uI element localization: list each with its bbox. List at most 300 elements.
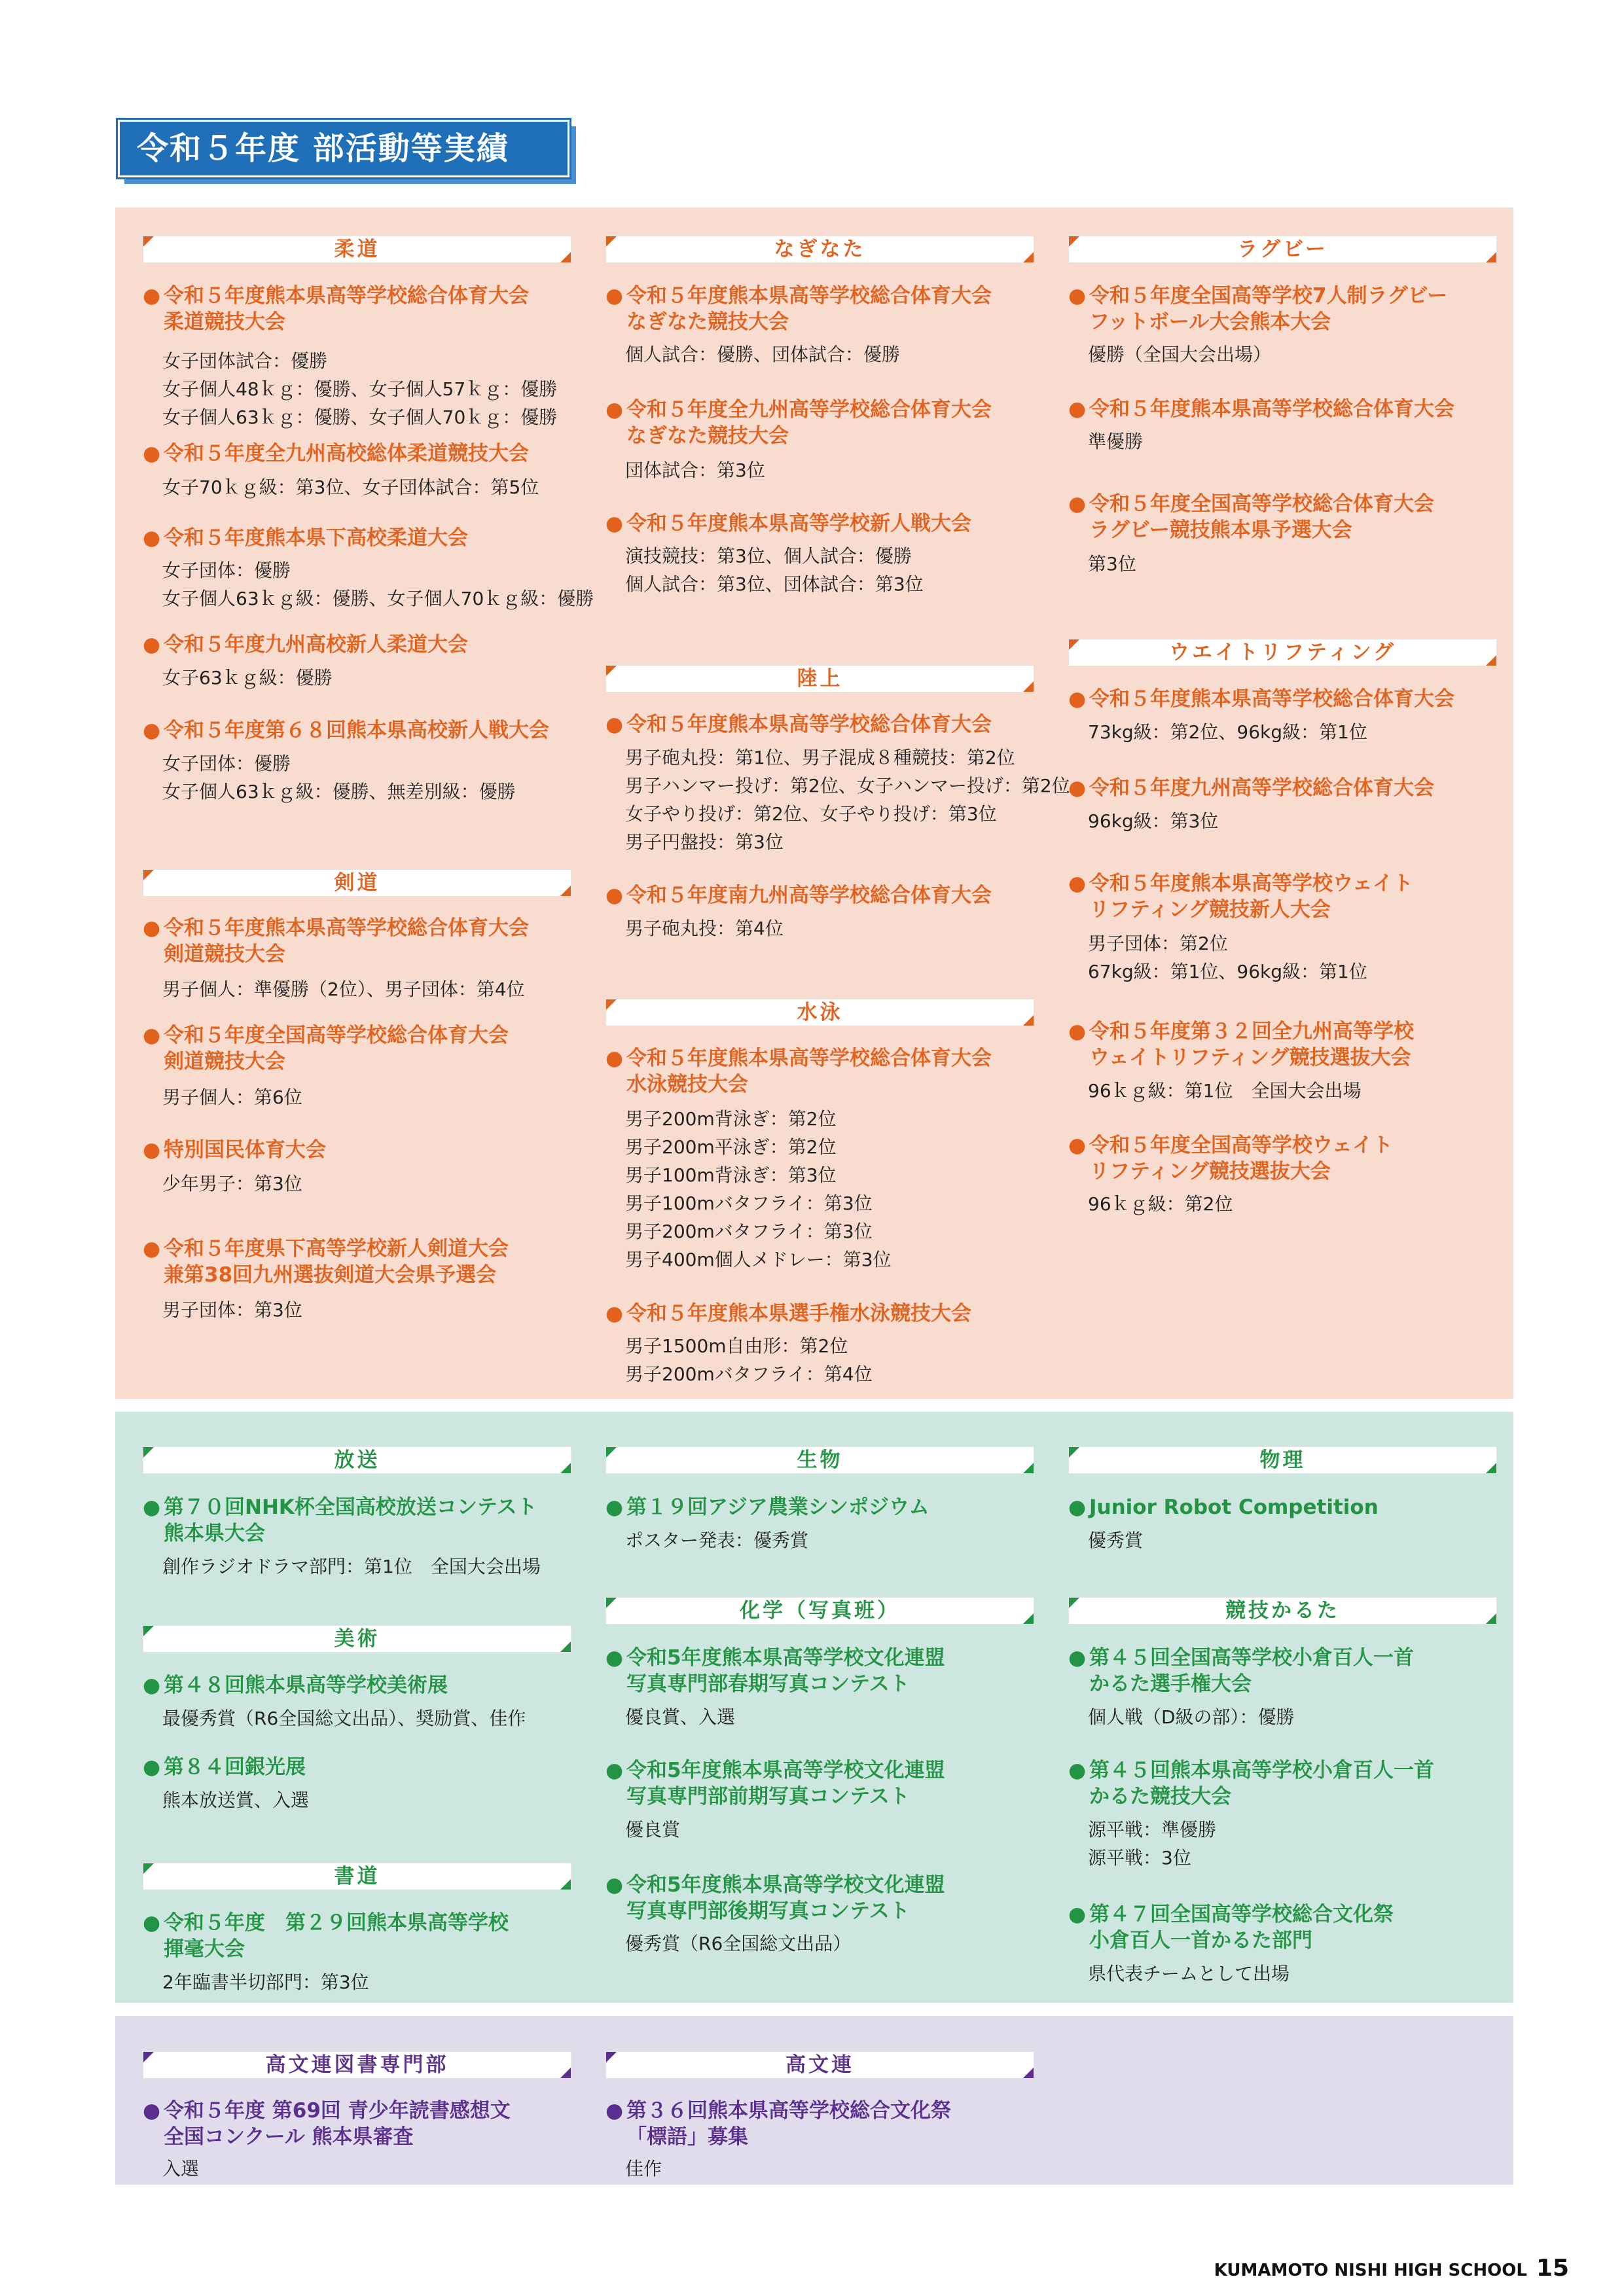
bullet-icon: ● (143, 1674, 161, 1697)
event-title-line (605, 711, 992, 738)
event-title-text: 令和５年度 第２９回熊本県高等学校 (164, 1911, 509, 1935)
event-title-line (605, 1784, 945, 1810)
event-title-line (143, 283, 529, 309)
event-results (605, 1703, 735, 1731)
event-title-text: 剣道競技大会 (164, 942, 285, 966)
page-title-box (118, 120, 579, 187)
event-title-line (143, 1910, 509, 1936)
result-line: 第3位 (1088, 553, 1136, 575)
result-line: 男子200mバタフライ：第3位 (625, 1221, 873, 1242)
event-results (1068, 807, 1218, 835)
section-header-suiei: 水泳 (605, 999, 1034, 1026)
result-line: 個人試合：第3位、団体試合：第3位 (625, 573, 924, 595)
event-title-line (605, 1645, 945, 1671)
event-title-text: 第８４回銀光展 (164, 1755, 306, 1779)
event-title-text: 小倉百人一首かるた部門 (1089, 1929, 1312, 1952)
event-title-text: 揮毫大会 (164, 1937, 245, 1961)
result-line: 男子円盤投：第3位 (625, 831, 784, 853)
bullet-icon: ● (143, 284, 161, 308)
result-line: 創作ラジオドラマ部門：第1位 全国大会出場 (162, 1556, 541, 1577)
event-title (143, 915, 529, 967)
event-title-text: リフティング競技選抜大会 (1089, 1160, 1331, 1183)
section-header-butsuri: 物理 (1068, 1446, 1497, 1474)
result-line: 女子団体試合：優勝 (162, 350, 328, 372)
event-title-text: 特別国民体育大会 (164, 1138, 326, 1162)
bullet-icon: ● (143, 719, 161, 742)
result-line: 最優秀賞（R6全国総文出品）、奨励賞、佳作 (162, 1708, 526, 1729)
result-line: 96ｋｇ級：第2位 (1088, 1193, 1233, 1215)
event-results (143, 1083, 302, 1111)
event-title (1068, 686, 1454, 712)
event-title-text: 第７０回NHK杯全国高校放送コンテスト (164, 1496, 537, 1519)
event-results (143, 1552, 541, 1581)
event-title-text: 兼第38回九州選抜剣道大会県予選会 (164, 1263, 497, 1287)
event-title (1068, 1901, 1394, 1954)
event-results (1068, 1190, 1233, 1218)
event-title-text: かるた選手権大会 (1089, 1672, 1252, 1696)
result-line: 男子200mバタフライ：第4位 (625, 1363, 873, 1385)
event-results (143, 556, 594, 613)
event-results (605, 1526, 808, 1554)
event-title-line (605, 2098, 951, 2124)
event-title-text: なぎなた競技大会 (626, 424, 789, 448)
event-title (143, 2098, 511, 2150)
section-header-kagaku: 化学（写真班） (605, 1597, 1034, 1624)
event-results (143, 1786, 309, 1814)
event-title-line (605, 423, 992, 449)
bullet-icon: ● (605, 1646, 624, 1670)
event-title (143, 1494, 537, 1547)
event-title-text: 剣道競技大会 (164, 1050, 285, 1073)
event-title-text: 令和５年度九州高等学校総合体育大会 (1089, 776, 1434, 800)
event-results (605, 1332, 873, 1388)
event-title-line (1068, 1045, 1414, 1071)
result-line: 女子団体：優勝 (162, 560, 291, 581)
event-title-text: 全国コンクール 熊本県審査 (164, 2125, 414, 2149)
event-title (1068, 775, 1434, 801)
event-title-line (143, 1936, 509, 1962)
event-results (1068, 1960, 1290, 1988)
event-title-text: 令和５年度全国高等学校総合体育大会 (164, 1024, 509, 1047)
event-title-line (143, 440, 529, 467)
result-line: 源平戦：準優勝 (1088, 1819, 1217, 1840)
event-title (605, 397, 992, 449)
event-results (605, 1105, 892, 1274)
bullet-icon: ● (605, 512, 624, 535)
event-title (605, 882, 992, 908)
event-title-text: 写真専門部前期写真コンテスト (626, 1785, 910, 1808)
bullet-icon: ● (605, 1873, 624, 1897)
bullet-icon: ● (605, 1496, 624, 1519)
event-results (1068, 929, 1367, 986)
event-results (143, 1704, 526, 1732)
bullet-icon: ● (1068, 1759, 1087, 1782)
result-line: 佳作 (625, 2158, 662, 2179)
event-title-line (1068, 309, 1447, 335)
event-title-text: 令和5年度熊本県高等学校文化連盟 (626, 1646, 945, 1670)
event-results (605, 1929, 851, 1958)
bullet-icon: ● (605, 2099, 624, 2123)
event-title (1068, 396, 1454, 422)
event-results (143, 347, 557, 431)
event-title-line (605, 1045, 992, 1071)
result-line: 女子個人63ｋｇ級：優勝、女子個人70ｋｇ級：優勝 (162, 588, 594, 609)
result-line: 個人試合：優勝、団体試合：優勝 (625, 344, 901, 365)
bullet-icon: ● (605, 1759, 624, 1782)
result-line: 男子100mバタフライ：第3位 (625, 1193, 873, 1214)
event-title-line (1068, 1158, 1393, 1185)
event-title (605, 1872, 945, 1924)
event-title-text: 第４７回全国高等学校総合文化祭 (1089, 1903, 1394, 1926)
event-title-line (605, 309, 992, 335)
event-title (143, 632, 468, 658)
event-title-text: 令和５年度九州高校新人柔道大会 (164, 633, 468, 656)
result-line: 男子個人：準優勝（2位）、男子団体：第4位 (162, 978, 525, 1000)
page-title: 令和５年度 部活動等実績 (118, 120, 569, 177)
event-title-text: 令和５年度南九州高等学校総合体育大会 (626, 884, 992, 907)
event-title-text: Junior Robot Competition (1089, 1496, 1379, 1519)
result-line: 男子砲丸投：第4位 (625, 918, 784, 939)
bullet-icon: ● (143, 1024, 161, 1047)
result-line: 女子やり投げ：第2位、女子やり投げ：第3位 (625, 803, 997, 825)
bullet-icon: ● (1068, 1020, 1087, 1043)
event-title-line (605, 882, 992, 908)
event-results (143, 664, 333, 692)
event-title-line (1068, 1784, 1434, 1810)
event-title-text: 令和5年度熊本県高等学校文化連盟 (626, 1873, 945, 1897)
event-title-text: 令和５年度熊本県高等学校総合体育大会 (626, 713, 992, 736)
event-title-line (143, 525, 468, 551)
event-title-text: 令和５年度 第69回 青少年読書感想文 (164, 2099, 511, 2123)
event-title-line (1068, 1757, 1434, 1784)
result-line: 男子1500m自由形：第2位 (625, 1335, 848, 1357)
event-title-line (143, 1236, 509, 1262)
bullet-icon: ● (143, 916, 161, 940)
event-title-line (143, 632, 468, 658)
bullet-icon: ● (1068, 687, 1087, 711)
bullet-icon: ● (1068, 284, 1087, 308)
event-title-line (1068, 1901, 1394, 1928)
event-title-line (143, 2124, 511, 2150)
event-title-text: 令和５年度熊本県高等学校総合体育大会 (1089, 687, 1454, 711)
event-title (1068, 870, 1413, 923)
result-line: 優良賞、入選 (625, 1706, 736, 1728)
result-line: 個人戦（D級の部）：優勝 (1088, 1706, 1295, 1728)
event-title-text: 令和5年度熊本県高等学校文化連盟 (626, 1759, 945, 1782)
event-title-text: 熊本県大会 (164, 1522, 265, 1545)
event-title-line (605, 283, 992, 309)
bullet-icon: ● (143, 526, 161, 550)
event-title-text: 第４８回熊本県高等学校美術展 (164, 1674, 448, 1697)
result-line: 男子200m平泳ぎ：第2位 (625, 1136, 837, 1158)
event-title (1068, 1494, 1379, 1520)
result-line: 優良賞 (625, 1819, 681, 1840)
event-results (1068, 1816, 1216, 1872)
event-title-text: 令和５年度県下高等学校新人剣道大会 (164, 1237, 509, 1261)
event-title-text: 写真専門部後期写真コンテスト (626, 1899, 910, 1923)
event-title-line (1068, 686, 1454, 712)
event-title-line (143, 1520, 537, 1547)
result-line: 県代表チームとして出場 (1088, 1963, 1290, 1984)
event-title-text: 令和５年度全九州高校総体柔道競技大会 (164, 442, 529, 465)
bullet-icon: ● (605, 884, 624, 907)
event-results (605, 340, 900, 368)
event-title-text: 第４５回熊本県高等学校小倉百人一首 (1089, 1759, 1434, 1782)
result-line: 優秀賞（R6全国総文出品） (625, 1933, 852, 1954)
event-title-line (143, 941, 529, 967)
bullet-icon: ● (143, 1138, 161, 1162)
event-title-text: 令和５年度熊本県高等学校新人戦大会 (626, 512, 971, 535)
result-line: 73kg級：第2位、96kg級：第1位 (1088, 721, 1367, 743)
bullet-icon: ● (1068, 776, 1087, 800)
bullet-icon: ● (143, 442, 161, 465)
event-title-line (605, 1671, 945, 1697)
event-results (143, 1170, 302, 1198)
bullet-icon: ● (143, 1496, 161, 1519)
bullet-icon: ● (143, 1237, 161, 1261)
event-title (143, 1672, 448, 1698)
section-header-hoso: 放送 (143, 1446, 571, 1474)
event-title-line (1068, 1645, 1414, 1671)
bullet-icon: ● (1068, 872, 1087, 895)
event-title (143, 525, 468, 551)
section-header-seibutsu: 生物 (605, 1446, 1034, 1474)
result-line: 女子70ｋｇ級：第3位、女子団体試合：第5位 (162, 476, 539, 498)
event-title-line (1068, 870, 1413, 897)
event-title-line (143, 2098, 511, 2124)
event-title-text: 第３６回熊本県高等学校総合文化祭 (626, 2099, 951, 2123)
result-line: 96ｋｇ級：第1位 全国大会出場 (1088, 1080, 1362, 1102)
event-title (1068, 1018, 1414, 1071)
bullet-icon: ● (605, 1047, 624, 1070)
event-title (1068, 283, 1447, 335)
event-results (1068, 340, 1271, 368)
event-title (143, 1236, 509, 1288)
event-title-line (143, 1137, 326, 1163)
event-title (1068, 1132, 1393, 1185)
event-title-line (1068, 1018, 1414, 1045)
event-results (143, 1968, 369, 1996)
event-title-text: 令和５年度全国高等学校ウェイト (1089, 1134, 1393, 1157)
event-title (143, 1137, 326, 1163)
event-results (605, 914, 784, 942)
event-title-line (605, 1494, 929, 1520)
event-title (143, 1754, 306, 1780)
result-line: ポスター発表：優秀賞 (625, 1530, 809, 1551)
event-title-text: ウェイトリフティング競技選抜大会 (1089, 1046, 1411, 1069)
event-title-line (143, 1672, 448, 1698)
event-title (605, 1757, 945, 1810)
result-line: 男子団体：第2位 (1088, 933, 1228, 954)
event-title-text: 第１９回アジア農業シンポジウム (626, 1496, 929, 1519)
event-title-line (605, 1071, 992, 1098)
result-line: 男子400m個人メドレー：第3位 (625, 1249, 892, 1270)
bullet-icon: ● (143, 1911, 161, 1935)
event-title-text: 令和５年度全九州高等学校総合体育大会 (626, 398, 992, 422)
result-line: 96kg級：第3位 (1088, 810, 1219, 832)
event-title-line (605, 397, 992, 423)
event-title (605, 711, 992, 738)
bullet-icon: ● (143, 1755, 161, 1779)
event-title-text: 令和５年度熊本県高等学校総合体育大会 (164, 284, 529, 308)
section-header-kobunren: 高文連 (605, 2051, 1034, 2079)
event-results (143, 749, 516, 806)
event-title-line (605, 1300, 971, 1327)
event-title-text: 水泳競技大会 (626, 1073, 748, 1096)
page-footer (1214, 2255, 1569, 2282)
bullet-icon: ● (1068, 1903, 1087, 1926)
section-header-kendo: 剣道 (143, 869, 571, 897)
result-line: 団体試合：第3位 (625, 459, 765, 481)
section-header-judo: 柔道 (143, 236, 571, 263)
result-line: 男子個人：第6位 (162, 1086, 302, 1108)
event-title-text: 「標語」募集 (626, 2125, 748, 2149)
bullet-icon: ● (605, 1302, 624, 1325)
section-header-shodo: 書道 (143, 1863, 571, 1890)
event-results (605, 744, 1070, 856)
event-results (605, 1816, 680, 1844)
event-title-text: 令和５年度熊本県高等学校総合体育大会 (1089, 397, 1454, 421)
event-title (143, 283, 529, 335)
event-title (605, 1494, 929, 1520)
event-results (1068, 1526, 1143, 1554)
event-title-text: 令和５年度全国高等学校7人制ラグビー (1089, 284, 1448, 308)
result-line: 2年臨書半切部門：第3位 (162, 1971, 369, 1993)
event-title-line (1068, 1928, 1394, 1954)
event-title (605, 2098, 951, 2150)
section-header-rikujo: 陸上 (605, 665, 1034, 692)
event-title-text: ラグビー競技熊本県予選大会 (1089, 518, 1352, 542)
event-results (605, 542, 924, 598)
event-title (605, 1300, 971, 1327)
event-title-line (143, 1754, 306, 1780)
event-title-text: 令和５年度熊本県高等学校総合体育大会 (626, 284, 992, 308)
event-title-line (1068, 491, 1434, 517)
result-line: 男子砲丸投：第1位、男子混成８種競技：第2位 (625, 747, 1015, 768)
event-title-text: フットボール大会熊本大会 (1089, 310, 1331, 334)
event-title (143, 1022, 509, 1075)
school-name: KUMAMOTO NISHI HIGH SCHOOL (1214, 2261, 1527, 2280)
event-title-text: 令和５年度第６８回熊本県高校新人戦大会 (164, 719, 549, 742)
event-title (605, 1645, 945, 1697)
event-results (1068, 1703, 1295, 1731)
event-title (143, 440, 529, 467)
event-title (143, 717, 549, 744)
section-header-tosho: 高文連図書専門部 (143, 2051, 571, 2079)
event-title-line (143, 1049, 509, 1075)
section-header-naginata: なぎなた (605, 236, 1034, 263)
result-line: 少年男子：第3位 (162, 1173, 302, 1194)
event-title-text: 写真専門部春期写真コンテスト (626, 1672, 910, 1696)
section-header-karuta: 競技かるた (1068, 1597, 1497, 1624)
event-title (1068, 1757, 1434, 1810)
bullet-icon: ● (1068, 1496, 1087, 1519)
result-line: 男子100m背泳ぎ：第3位 (625, 1164, 837, 1186)
event-title-text: 令和５年度第３２回全九州高等学校 (1089, 1020, 1414, 1043)
event-title (1068, 491, 1434, 543)
event-title-text: リフティング競技新人大会 (1089, 898, 1331, 922)
result-line: 女子個人63ｋｇ：優勝、女子個人70ｋｇ：優勝 (162, 406, 558, 428)
event-title-line (1068, 1671, 1414, 1697)
result-line: 女子個人63ｋｇ級：優勝、無差別級：優勝 (162, 781, 516, 802)
event-results (1068, 550, 1136, 578)
event-title-line (605, 511, 971, 537)
result-line: 男子団体：第3位 (162, 1299, 302, 1321)
event-title-text: 令和５年度熊本県高等学校ウェイト (1089, 872, 1413, 895)
page-number: 15 (1536, 2255, 1569, 2282)
event-results (143, 2155, 199, 2183)
event-title-line (143, 1262, 509, 1288)
event-title-line (605, 1898, 945, 1924)
bullet-icon: ● (1068, 492, 1087, 516)
event-title-text: 令和５年度熊本県高等学校総合体育大会 (626, 1047, 992, 1070)
event-title-line (1068, 283, 1447, 309)
event-results (143, 1296, 302, 1324)
result-line: 優秀賞 (1088, 1530, 1144, 1551)
result-line: 男子200m背泳ぎ：第2位 (625, 1108, 837, 1130)
event-title (143, 1910, 509, 1962)
event-results (1068, 718, 1367, 746)
event-title-line (1068, 517, 1434, 543)
event-title-line (143, 309, 529, 335)
result-line: 男子ハンマー投げ：第2位、女子ハンマー投げ：第2位 (625, 775, 1070, 797)
section-header-bijutsu: 美術 (143, 1625, 571, 1653)
event-title-text: かるた競技大会 (1089, 1785, 1231, 1808)
event-results (1068, 1077, 1361, 1105)
result-line: 女子63ｋｇ級：優勝 (162, 667, 333, 689)
event-title-line (605, 2124, 951, 2150)
event-title-text: 令和５年度熊本県下高校柔道大会 (164, 526, 468, 550)
event-title-text: 令和５年度熊本県高等学校総合体育大会 (164, 916, 529, 940)
event-title-line (143, 915, 529, 941)
event-title-line (605, 1872, 945, 1898)
event-title-line (143, 1022, 509, 1049)
event-title-line (143, 1494, 537, 1520)
result-line: 入選 (162, 2158, 200, 2179)
bullet-icon: ● (143, 2099, 161, 2123)
event-title-text: 第４５回全国高等学校小倉百人一首 (1089, 1646, 1414, 1670)
event-title (605, 283, 992, 335)
result-line: 熊本放送賞、入選 (162, 1789, 310, 1811)
event-title-line (605, 1757, 945, 1784)
bullet-icon: ● (605, 398, 624, 422)
event-title (1068, 1645, 1414, 1697)
result-line: 源平戦：3位 (1088, 1847, 1191, 1869)
result-line: 優勝（全国大会出場） (1088, 344, 1272, 365)
event-title-text: なぎなた競技大会 (626, 310, 789, 334)
event-results (143, 473, 539, 501)
result-line: 準優勝 (1088, 431, 1144, 452)
bullet-icon: ● (605, 284, 624, 308)
event-title-line (143, 717, 549, 744)
bullet-icon: ● (605, 713, 624, 736)
section-header-weight: ウエイトリフティング (1068, 639, 1497, 666)
event-title-line (1068, 396, 1454, 422)
bullet-icon: ● (1068, 397, 1087, 421)
bullet-icon: ● (1068, 1134, 1087, 1157)
event-title-line (1068, 1132, 1393, 1158)
event-results (143, 975, 525, 1003)
result-line: 女子個人48ｋｇ：優勝、女子個人57ｋｇ：優勝 (162, 378, 558, 400)
result-line: 女子団体：優勝 (162, 753, 291, 774)
event-results (1068, 427, 1143, 456)
event-title-text: 柔道競技大会 (164, 310, 285, 334)
event-results (605, 2155, 662, 2183)
event-title-line (1068, 897, 1413, 923)
event-title-text: 令和５年度熊本県選手権水泳競技大会 (626, 1302, 971, 1325)
result-line: 67kg級：第1位、96kg級：第1位 (1088, 961, 1367, 982)
event-title (605, 511, 971, 537)
